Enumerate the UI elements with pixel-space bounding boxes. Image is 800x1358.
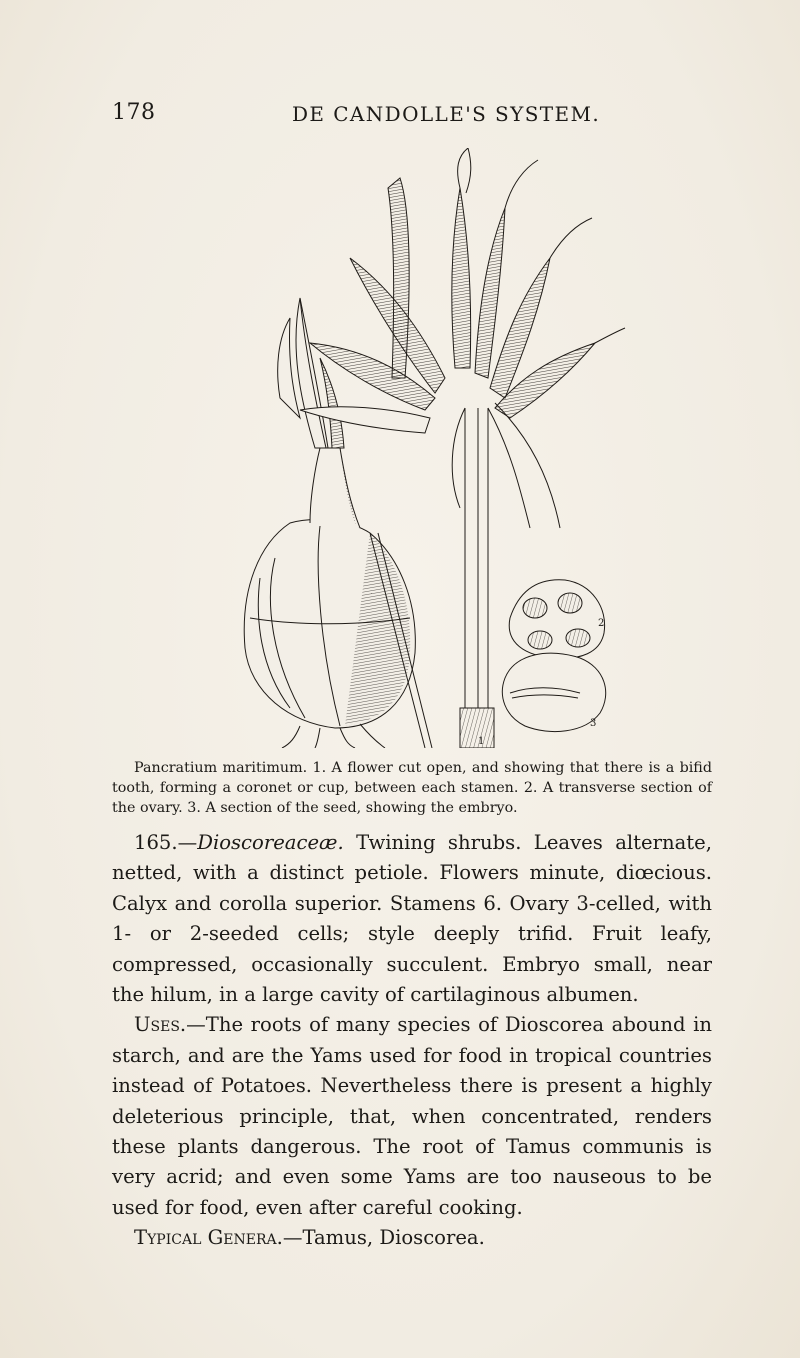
main-text xyxy=(112,828,712,1254)
figure-label-2: 2 xyxy=(598,618,605,629)
figure-label-3: 3 xyxy=(590,718,597,729)
section-name: Dioscoreaceæ. xyxy=(197,831,344,854)
section-number: 165.— xyxy=(134,831,198,854)
genera-paragraph xyxy=(112,1223,712,1253)
genera-text: —Tamus, Dioscorea. xyxy=(282,1226,485,1250)
pancratium-engraving xyxy=(220,148,630,748)
page-number: 178 xyxy=(112,100,156,125)
uses-paragraph xyxy=(112,1010,712,1223)
botanical-illustration xyxy=(220,148,630,748)
bulb-drawing xyxy=(244,448,415,748)
uses-label: Uses. xyxy=(134,1013,187,1037)
ovary-section-drawing xyxy=(509,580,604,659)
running-title: DE CANDOLLE'S SYSTEM. xyxy=(292,102,601,126)
figure-label-1: 1 xyxy=(478,736,485,747)
section-description: Twining shrubs. Leaves alternate, netted, with a distinct petiole. Flowers minute, diœcious. Calyx and corolla superior. Stamens 6. Ovary 3-celled, with 1- or 2-seeded cells; style deeply trifid. Fruit leafy, compressed, occasionally succulent. Embryo small, near the hilum, in a large cavity of cartilaginous albumen. xyxy=(112,831,712,1007)
section-paragraph xyxy=(112,828,712,1010)
figure-caption: Pancratium maritimum. 1. A flower cut open, and showing that there is a bifid tooth, forming a coronet or cup, between each stamen. 2. A transverse section of the ovary. 3. A section of the seed, showing the embryo. xyxy=(112,760,712,816)
genera-label: Typical Genera. xyxy=(134,1226,283,1250)
running-head xyxy=(112,100,712,130)
uses-text: —The roots of many species of Dioscorea abound in starch, and are the Yams used for food in tropical countries instead of Potatoes. Nevertheless there is present a highly deleterious principle, that, when concentrated, renders these plants dangerous. The root of Tamus communis is very acrid; and even some Yams are too nauseous to be used for food, even after careful cooking. xyxy=(112,1013,712,1219)
